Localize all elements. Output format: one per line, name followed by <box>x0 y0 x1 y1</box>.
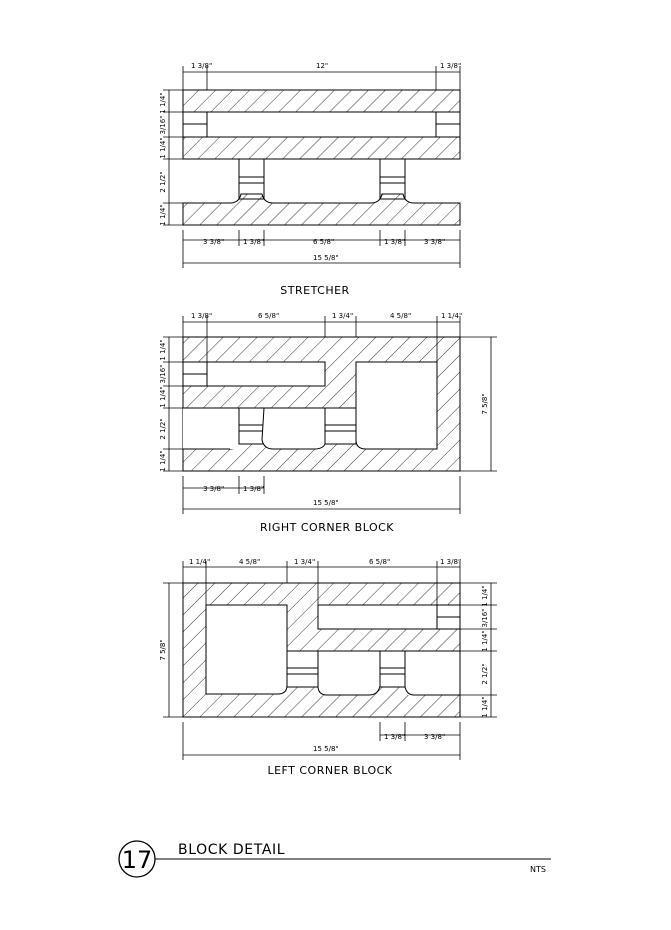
dim-label: 1 1/4" <box>159 137 167 159</box>
dim-label: 7 5/8" <box>159 639 167 661</box>
dim-label: 1 3/8" <box>440 62 462 70</box>
dim-label: 1 1/4" <box>189 558 211 566</box>
web-right <box>380 159 405 199</box>
dim-label: 2 1/2" <box>159 171 167 193</box>
left-corner-title: LEFT CORNER BLOCK <box>267 764 393 777</box>
dim-label: 7 5/8" <box>481 393 489 415</box>
dim-label: 1 1/4" <box>159 386 167 408</box>
top-face-shell <box>183 90 460 112</box>
dim-label: 3 3/8" <box>203 485 225 493</box>
stretcher-title: STRETCHER <box>280 284 350 297</box>
web-right <box>380 651 405 687</box>
dim-label: 2 1/2" <box>481 663 489 685</box>
dim-label: 1 3/8" <box>191 62 213 70</box>
dim-label: 1 3/8" <box>384 238 406 246</box>
dim-label: 6 5/8" <box>258 312 280 320</box>
dim-label: 1 3/4" <box>294 558 316 566</box>
dim-label: 1 1/4" <box>441 312 463 320</box>
left-corner-block <box>183 583 460 717</box>
inner-cavity <box>318 605 437 629</box>
web-right <box>325 408 356 444</box>
dim-label-overall: 15 5/8" <box>313 745 339 753</box>
dim-label: 3/16" <box>159 364 167 384</box>
web-left <box>239 408 264 444</box>
dim-label: 6 5/8" <box>313 238 335 246</box>
title-block <box>119 841 551 877</box>
dim-label: 1 1/4" <box>159 339 167 361</box>
stretcher-block <box>183 90 460 226</box>
dim-label: 3/16" <box>481 608 489 628</box>
dim-label: 1 1/4" <box>159 204 167 226</box>
dim-label-overall: 15 5/8" <box>313 254 339 262</box>
inner-face-shell <box>183 137 460 159</box>
dim-label: 3/16" <box>159 115 167 135</box>
web-left <box>239 159 264 199</box>
dim-label: 1 3/8" <box>243 485 265 493</box>
dim-label: 1 1/4" <box>481 585 489 607</box>
dim-label: 1 3/8" <box>440 558 462 566</box>
scale-note: NTS <box>530 865 546 874</box>
dim-label: 4 5/8" <box>239 558 261 566</box>
bottom-face-shell <box>183 194 460 225</box>
dim-label: 1 1/4" <box>481 630 489 652</box>
dim-label-overall: 15 5/8" <box>313 499 339 507</box>
detail-title: BLOCK DETAIL <box>178 842 286 858</box>
dim-label: 3 3/8" <box>424 238 446 246</box>
large-cavity <box>356 362 437 449</box>
large-cavity <box>206 605 287 694</box>
detail-number: 17 <box>121 846 153 874</box>
dim-label: 2 1/2" <box>159 418 167 440</box>
dim-label: 1 3/8" <box>243 238 265 246</box>
dim-label: 1 1/4" <box>159 92 167 114</box>
dim-label: 4 5/8" <box>390 312 412 320</box>
dim-label: 1 1/4" <box>481 696 489 718</box>
web-left <box>287 651 318 687</box>
dim-label: 3 3/8" <box>203 238 225 246</box>
right-corner-title: RIGHT CORNER BLOCK <box>259 521 395 534</box>
dim-label: 3 3/8" <box>424 733 446 741</box>
dim-label: 1 1/4" <box>159 450 167 472</box>
dim-label: 1 3/4" <box>332 312 354 320</box>
inner-cavity <box>207 362 325 386</box>
dim-label: 12" <box>316 62 329 70</box>
dim-label: 1 3/8" <box>384 733 406 741</box>
right-corner-block <box>183 337 460 471</box>
dim-label: 1 3/8" <box>191 312 213 320</box>
dim-label: 6 5/8" <box>369 558 391 566</box>
